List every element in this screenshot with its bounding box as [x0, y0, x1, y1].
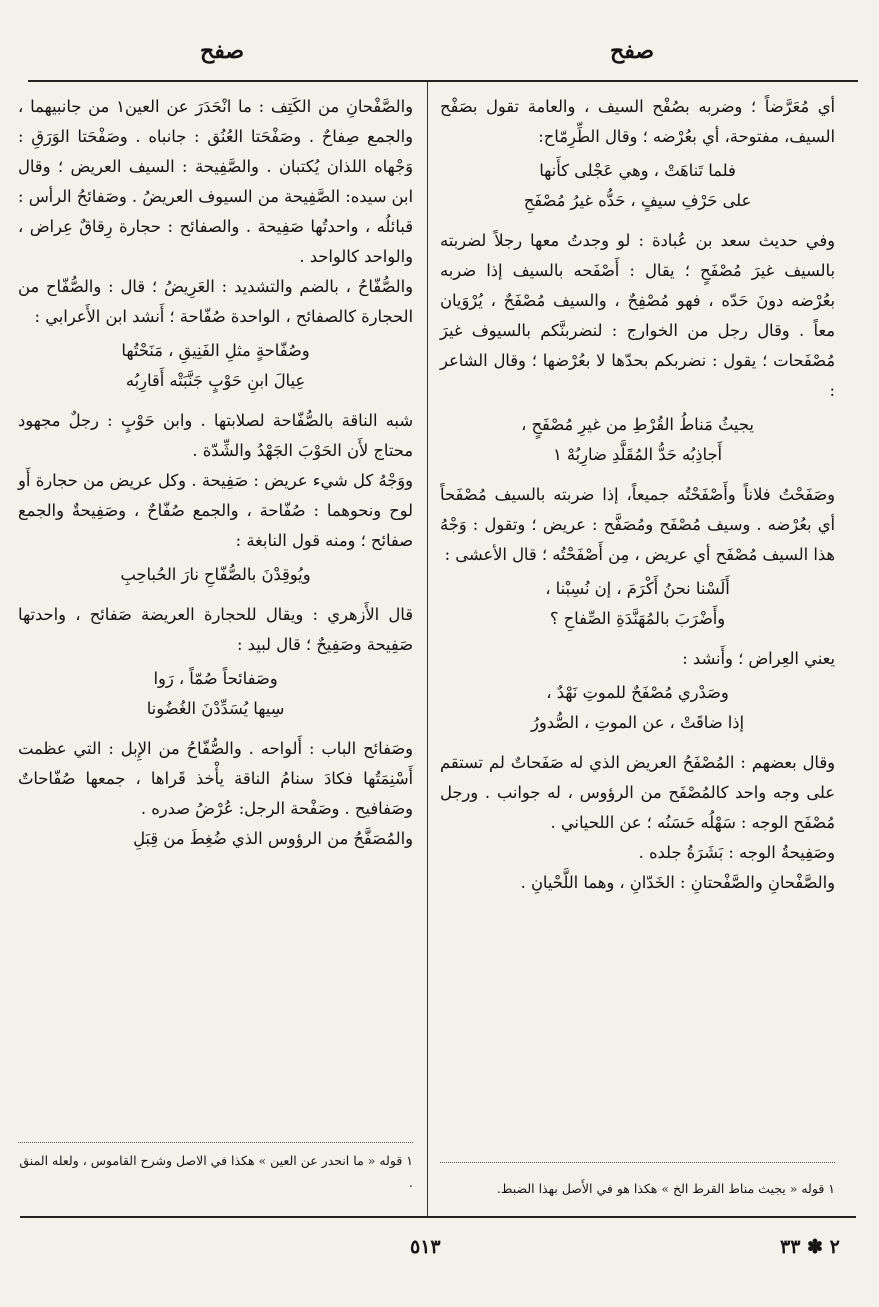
- paragraph: والصَّفْحانِ والصَّفْحتانِ : الخَدّانِ ، وهما اللَّحْيانِ .: [520, 873, 835, 892]
- verse-line: فلما تَناهَتْ ، وهي عَجْلى كأَنها: [539, 161, 736, 180]
- verse-line: ويُوقِدْنَ بالصُّفّاحِ نارَ الحُباحِبِ: [120, 565, 311, 584]
- verse: [440, 156, 835, 216]
- verse-line: عِيالَ ابنِ حَوْبٍ جَنَّبَتْه أَقارِبُه: [125, 371, 306, 390]
- top-rule: [28, 80, 858, 82]
- paragraph: والمُصَفَّحُ من الرؤوس الذي ضُغِطَ من قِبَلِ: [133, 829, 413, 848]
- footnote-separator-left: [18, 1142, 413, 1143]
- verse-line: وأَضْرَبَ بالمُهَنَّدَةِ الصِّفاحِ ؟: [549, 609, 726, 628]
- verse-line: أَلَسْنا نحنُ أَكْرَمَ ، إن نُسِبْنا ،: [545, 579, 730, 598]
- left-column: [18, 92, 413, 854]
- column-divider: [427, 82, 428, 1216]
- verse-line: وصَفائحاً صُمّاً ، رَوا: [153, 669, 278, 688]
- paragraph: والصُّفّاحُ ، بالضم والتشديد : العَرِيضُ ؛ قال : والصُّفّاح من الحجارة كالصفائح ، الواحدة صُفّاحة ؛ أَنشد ابن الأَعرابي :: [18, 277, 413, 326]
- verse: [440, 678, 835, 738]
- verse: [18, 664, 413, 724]
- verse-line: إذا ضاقَتْ ، عن الموتِ ، الصُّدورُ: [530, 713, 745, 732]
- paragraph: وفي حديث سعد بن عُبادة : لو وجدتُ معها رجلاً لضربته بالسيف غيرَ مُصْفَحٍ ؛ يقال : أَصْفَحه بالسيف إذا ضربه بعُرْضه دونَ حَدّه ، فهو مُصْفِحٌ ، والسيف مُصْفَحٌ ، يُرْوَيان معاً . وقال رجل من الخوارج : لنضربنَّكم بالسيوف غيرَ مُصْفَحات ؛ يقول : نضربكم بحدّها لا بعُرْضها ؛ وقال الشاعر :: [440, 231, 835, 400]
- paragraph: وصَفَحْتُ فلاناً وأَصْفَحْتُه جميعاً، إذا ضربته بالسيف مُصْفَحاً أي بعُرْضه . وسيف مُصْفَح ومُصَفَّح : عريض ؛ وتقول : وَجْهُ هذا السيف مُصْفَح أي عريض ، مِن أَصْفَحْتُه ؛ قال الأعشى :: [440, 485, 835, 564]
- paragraph: وصَفائح الباب : أَلواحه . والصُّفّاحُ من الإِبل : التي عظمت أَسْنِمَتُها فكادَ سنامُ الناقة يأْخذ قَراها ، جمعها صُفّاحاتٌ وصَفافيح . وصَفْحة الرجل: عُرْضُ صدره .: [18, 739, 413, 818]
- paragraph: أي مُعَرَّضاً ؛ وضربه بصُفْح السيف ، والعامة تقول بصَفْح السيف، مفتوحة، أي بعُرْضه ؛ وقال الطِّرِمّاح:: [440, 97, 835, 146]
- right-column: [440, 92, 835, 898]
- verse-line: وصَدْري مُصْفَحٌ للموتِ نَهْدٌ ،: [546, 683, 729, 702]
- verse: [440, 410, 835, 470]
- footnote-right: ١ قوله « يجيث مناط القرط الخ » هكذا هو في الأَصل بهذا الضبط.: [496, 1181, 835, 1196]
- footnote-separator-right: [440, 1162, 835, 1163]
- verse: [440, 574, 835, 634]
- paragraph: ووَجْهُ كل شيء عريض : صَفِيحة . وكل عريض من حجارة أَو لوح ونحوهما : صُفّاحة ، والجمع صُفّاحٌ ، وصَفِيحةٌ والجمع صفائح ؛ ومنه قول النابغة :: [18, 471, 413, 550]
- verse-line: سِيها يُسَدِّدْنَ الغُضُونا: [146, 699, 285, 718]
- header-word-right: صفح: [610, 38, 655, 64]
- paragraph: قال الأَزهري : ويقال للحجارة العريضة صَفائح ، واحدتها صَفِيحة وصَفِيحٌ ؛ قال لبيد :: [18, 605, 413, 654]
- paragraph: يعني العِراض ؛ وأَنشد :: [682, 649, 835, 668]
- paragraph: وقال بعضهم : المُصْفَحُ العريض الذي له صَفَحاتٌ لم تستقم على وجه واحد كالمُصْفَح من الرؤوس ، له جوانب . ورجل مُصْفَح الوجه : سَهْلُه حَسَنُه ؛ عن اللحياني .: [440, 753, 835, 832]
- verse: [18, 560, 413, 590]
- verse-line: أَجاذِبُه حَدُّ المُقَلَّدِ ضارِبُهْ ١: [552, 445, 723, 464]
- paragraph: والصَّفْحانِ من الكَتِف : ما انْحَدَرَ عن العين١ من جانبيهما ، والجمع صِفاحٌ . وصَفْحَتا العُنُق : جانباه . وصَفْحَتا الوَرَقِ : وَجْهاه اللذان يُكتبان . والصَّفِيحة : السيف العريض ؛ وقال ابن سيده: الصَّفِيحة من السيوف العريضُ . وصَفائحُ الرأس : قبائلُه ، واحدتُها صَفِيحة . والصفائح : حجارة رِقاقٌ عِراض ، والواحد كالواحد .: [18, 97, 414, 266]
- footnote-left: ١ قوله « ما انحدر عن العين » هكذا في الاصل وشرح القاموس ، ولعله المنق .: [19, 1153, 413, 1190]
- paragraph: شبه الناقة بالصُّفّاحة لصلابتها . وابن حَوْبٍ : رجلٌ مجهود محتاج لأَن الحَوْبَ الجَهْدُ والشِّدّة .: [18, 411, 413, 460]
- verse-line: وصُفّاحةٍ مثلِ الفَنِيقِ ، مَنَحْتُها: [121, 341, 310, 360]
- bottom-rule: [20, 1216, 856, 1218]
- verse: [18, 336, 413, 396]
- paragraph: وصَفِيحةُ الوجه : بَشَرَةُ جلده .: [638, 843, 835, 862]
- page-number: ٥١٣: [410, 1236, 441, 1258]
- verse-line: يجيثُ مَناطُ القُرْطِ من غيرِ مُصْفَحٍ ،: [521, 415, 754, 434]
- verse-line: على حَرْفِ سيفٍ ، حَدُّه غيرُ مُصْفَحِ: [523, 191, 752, 210]
- header-word-left: صفح: [200, 38, 245, 64]
- signature-mark: ٢ ✽ ٣٣: [780, 1236, 840, 1258]
